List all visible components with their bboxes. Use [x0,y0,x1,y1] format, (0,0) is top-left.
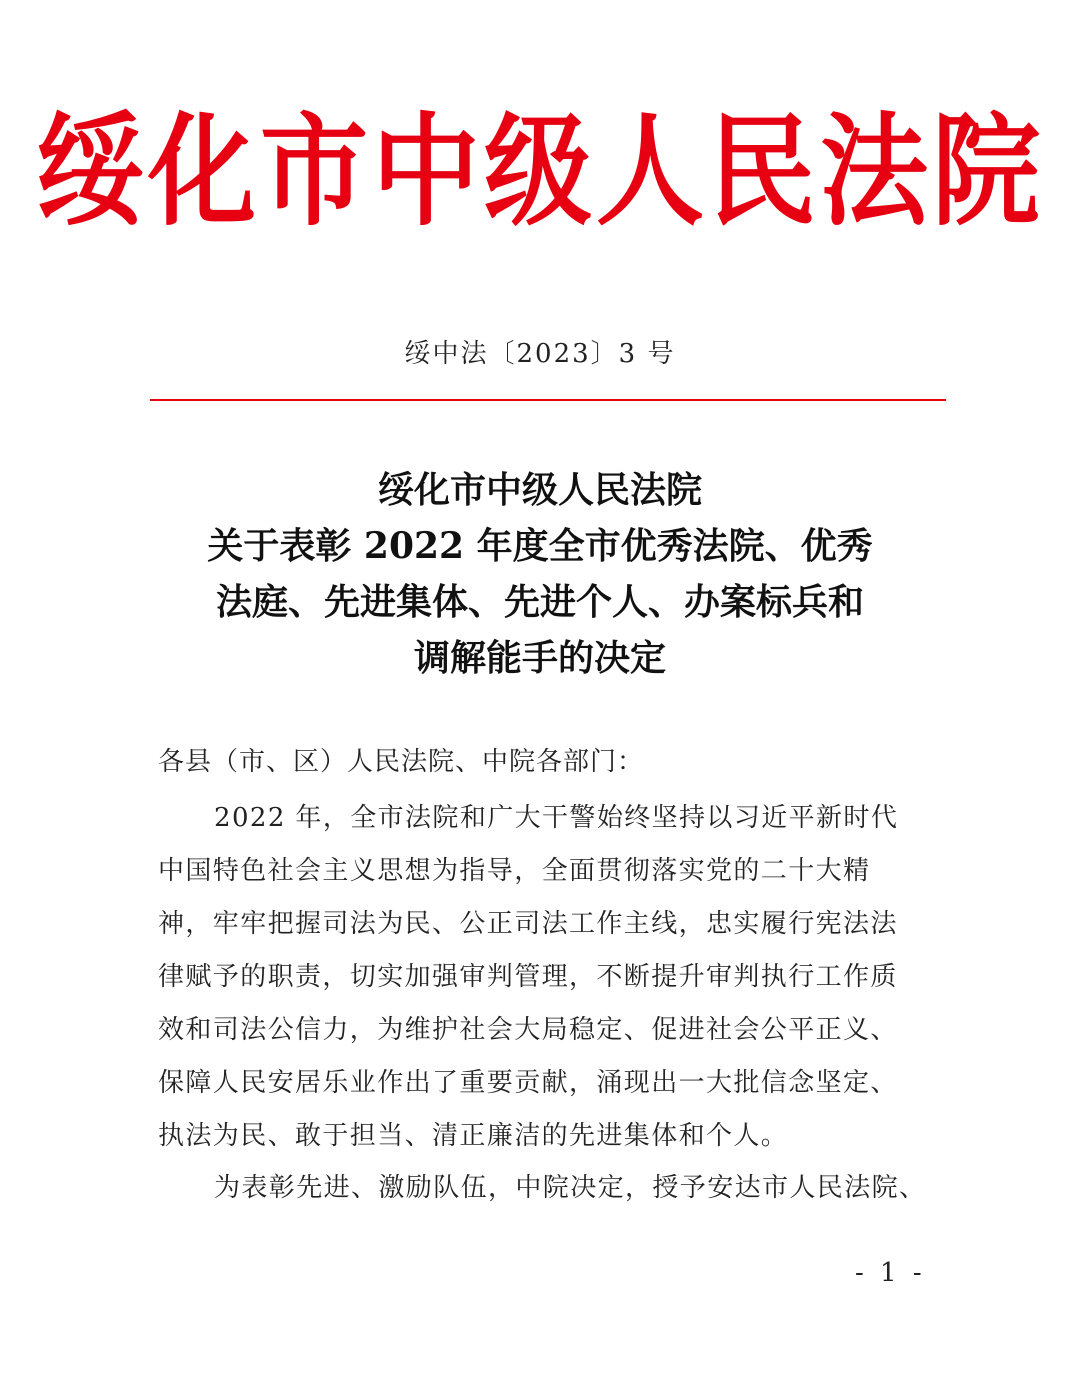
body-paragraph [158,792,926,1163]
salutation: 各县（市、区）人民法院、中院各部门： [158,747,645,777]
body-paragraph [158,1162,926,1215]
red-divider-line [150,399,946,401]
body-line: 效和司法公信力，为维护社会大局稳定、促进社会公平正义、 [158,1015,898,1045]
page-number: - 1 - [855,1258,926,1288]
title-line: 调解能手的决定 [413,637,666,679]
body-line: 中国特色社会主义思想为指导，全面贯彻落实党的二十大精 [158,856,871,886]
body-line: 律赋予的职责，切实加强审判管理，不断提升审判执行工作质 [158,962,898,992]
body-line: 保障人民安居乐业作出了重要贡献，涌现出一大批信念坚定、 [158,1068,898,1098]
body-line: 2022 年，全市法院和广大干警始终坚持以习近平新时代 [214,803,899,833]
document-number: 绥中法〔2023〕3 号 [404,339,676,369]
title-line: 法庭、先进集体、先进个人、办案标兵和 [215,581,864,623]
body-line: 为表彰先进、激励队伍，中院决定，授予安达市人民法院、 [214,1173,927,1203]
document-title [120,462,960,686]
body-line: 神，牢牢把握司法为民、公正司法工作主线，忠实履行宪法法 [158,909,898,939]
masthead-title: 绥化市中级人民法院 [35,102,1044,243]
title-line: 绥化市中级人民法院 [377,469,702,511]
body-line: 执法为民、敢于担当、清正廉洁的先进集体和个人。 [158,1121,789,1151]
title-line: 关于表彰 2022 年度全市优秀法院、优秀 [207,525,873,567]
